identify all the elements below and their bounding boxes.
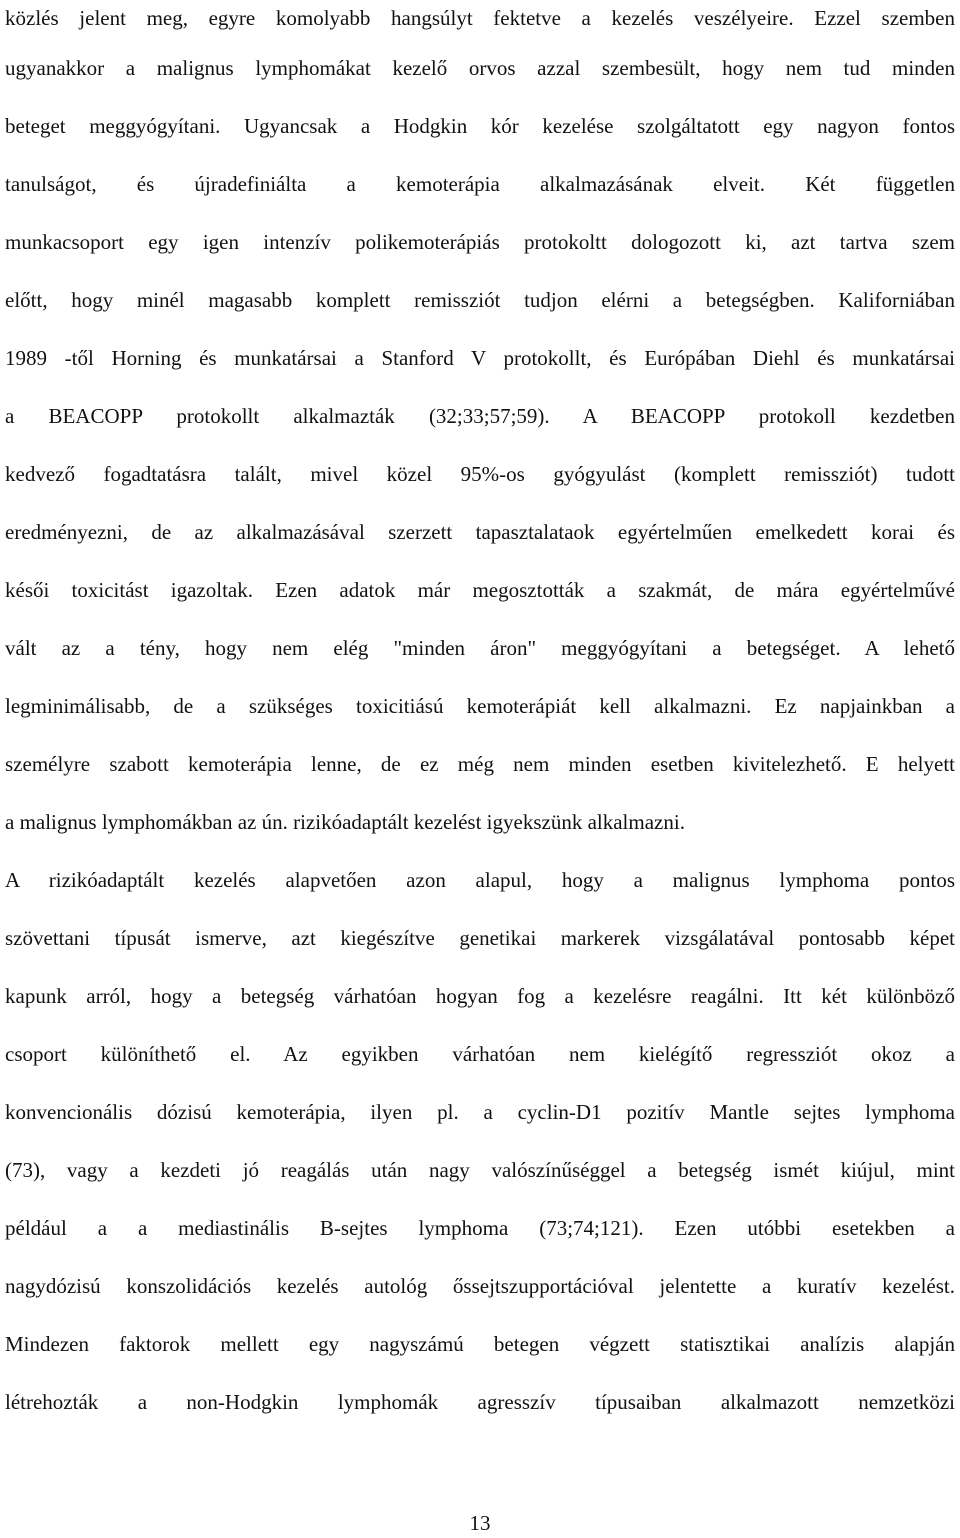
text-line: nagydózisú konszolidációs kezelés autológ őssejtszupportációval jelentette a kuratív kezelést. (5, 1274, 955, 1298)
page-number: 13 (469, 1511, 491, 1535)
text-line: ugyanakkor a malignus lymphomákat kezelő orvos azzal szembesült, hogy nem tud minden (5, 56, 955, 80)
text-line: például a a mediastinális B-sejtes lymphoma (73;74;121). Ezen utóbbi esetekben a (5, 1216, 955, 1240)
text-line: Mindezen faktorok mellett egy nagyszámú betegen végzett statisztikai analízis alapján (5, 1332, 955, 1356)
text-line: eredményezni, de az alkalmazásával szerzett tapasztalataok egyértelműen emelkedett korai és (5, 520, 955, 544)
text-line: kapunk arról, hogy a betegség várhatóan hogyan fog a kezelésre reagálni. Itt két különböző (5, 984, 955, 1008)
paragraph-end-line: a malignus lymphomákban az ún. rizikóadaptált kezelést igyekszünk alkalmazni. (5, 810, 685, 834)
text-line: legminimálisabb, de a szükséges toxicitiású kemoterápiát kell alkalmazni. Ez napjainkban a (5, 694, 955, 718)
text-line: beteget meggyógyítani. Ugyancsak a Hodgkin kór kezelése szolgáltatott egy nagyon fontos (5, 114, 955, 138)
text-line: személyre szabott kemoterápia lenne, de ez még nem minden esetben kivitelezhető. E helyett (5, 752, 955, 776)
text-line: késői toxicitást igazoltak. Ezen adatok már megosztották a szakmát, de mára egyértelművé (5, 578, 955, 602)
text-line: 1989 -től Horning és munkatársai a Stanford V protokollt, és Európában Diehl és munkatársai (5, 346, 955, 370)
text-line: vált az a tény, hogy nem elég "minden áron" meggyógyítani a betegséget. A lehető (5, 636, 955, 660)
text-line: kedvező fogadtatásra talált, mivel közel 95%-os gyógyulást (komplett remissziót) tudott (5, 462, 955, 486)
text-line: tanulságot, és újradefiniálta a kemoterápia alkalmazásának elveit. Két független (5, 172, 955, 196)
text-line: előtt, hogy minél magasabb komplett remissziót tudjon elérni a betegségben. Kaliforniában (5, 288, 955, 312)
text-line: létrehozták a non-Hodgkin lymphomák agresszív típusaiban alkalmazott nemzetközi (5, 1390, 955, 1414)
text-line: szövettani típusát ismerve, azt kiegészítve genetikai markerek vizsgálatával pontosabb képet (5, 926, 955, 950)
text-line: A rizikóadaptált kezelés alapvetően azon alapul, hogy a malignus lymphoma pontos (5, 868, 955, 892)
text-line: (73), vagy a kezdeti jó reagálás után nagy valószínűséggel a betegség ismét kiújul, mint (5, 1158, 955, 1182)
text-line: munkacsoport egy igen intenzív polikemoterápiás protokoltt dologozott ki, azt tartva szem (5, 230, 955, 254)
text-line: a BEACOPP protokollt alkalmazták (32;33;57;59). A BEACOPP protokoll kezdetben (5, 404, 955, 428)
text-line: konvencionális dózisú kemoterápia, ilyen pl. a cyclin-D1 pozitív Mantle sejtes lymphoma (5, 1100, 955, 1124)
text-line: csoport különíthető el. Az egyikben várhatóan nem kielégítő regressziót okoz a (5, 1042, 955, 1066)
text-line: közlés jelent meg, egyre komolyabb hangsúlyt fektetve a kezelés veszélyeire. Ezzel szemben (5, 6, 955, 30)
